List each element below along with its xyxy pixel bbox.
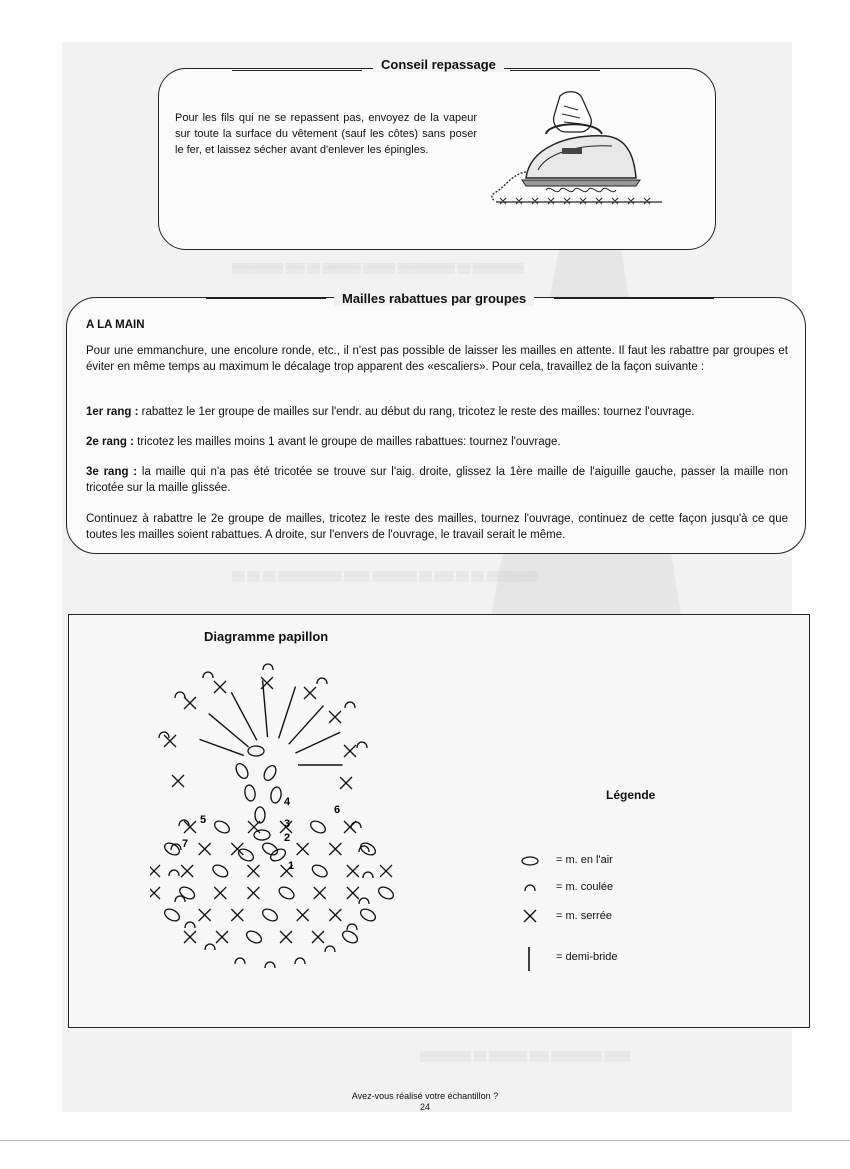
chain-stitch-mark <box>309 819 328 836</box>
bar-half-double-icon <box>514 947 544 973</box>
chain-stitch-mark <box>163 907 182 924</box>
row-number-label: 7 <box>182 838 189 850</box>
row-instruction-2 <box>86 434 788 450</box>
chain-stitch-mark <box>211 863 230 880</box>
slip-stitch-mark <box>357 742 367 748</box>
page-number: 24 <box>419 1102 430 1112</box>
row-label: 1er rang : <box>86 406 139 418</box>
legend-item-chain <box>514 850 734 872</box>
single-crochet-mark <box>347 865 359 877</box>
bleed-through-text: ▒▒ ▒▒ ▒▒ ▒▒▒▒▒▒▒▒▒▒ ▒▒▒▒ ▒▒▒▒▒▒▒ ▒▒ ▒▒▒ ▒▒ ▒▒ ▒▒▒▒▒▒▒▒ <box>232 571 538 581</box>
row-number-label: 3 <box>284 818 291 830</box>
slip-stitch-mark <box>295 958 305 964</box>
title-rule <box>554 298 714 299</box>
title-rule <box>206 298 326 299</box>
half-double-stitch-mark <box>231 692 257 740</box>
slip-stitch-mark <box>175 692 185 698</box>
slip-stitch-mark <box>175 896 185 902</box>
single-crochet-mark <box>247 865 259 877</box>
arc-slip-stitch-icon <box>514 877 544 899</box>
chain-stitch-mark <box>277 885 296 902</box>
legend-title: Légende <box>606 788 656 802</box>
page-bottom-edge <box>0 1140 850 1141</box>
slip-stitch-mark <box>263 664 273 670</box>
single-crochet-mark <box>199 909 211 921</box>
slip-stitch-mark <box>169 870 179 876</box>
butterfly-crochet-diagram <box>150 655 410 1005</box>
title-rule <box>232 70 362 71</box>
chain-stitch-mark <box>244 784 257 801</box>
single-crochet-mark <box>247 887 259 899</box>
diagram-title: Diagramme papillon <box>204 629 329 644</box>
single-crochet-mark <box>304 687 316 699</box>
half-double-stitch-mark <box>263 680 268 737</box>
chain-stitch-mark <box>237 847 256 864</box>
conseil-title: Conseil repassage <box>373 57 504 72</box>
slip-stitch-mark <box>235 958 245 964</box>
row-instruction-3 <box>86 464 788 496</box>
single-crochet-mark <box>214 681 226 693</box>
single-crochet-mark <box>214 887 226 899</box>
half-double-stitch-mark <box>200 739 244 755</box>
chain-stitch-mark <box>248 746 264 756</box>
slip-stitch-mark <box>185 922 195 928</box>
row-number-label: 2 <box>284 832 291 844</box>
chain-stitch-mark <box>261 841 280 858</box>
single-crochet-mark <box>231 909 243 921</box>
single-crochet-mark <box>150 865 160 877</box>
single-crochet-mark <box>314 887 326 899</box>
single-crochet-mark <box>347 887 359 899</box>
legend-label: = m. coulée <box>556 881 614 893</box>
row-number-label: 6 <box>334 804 341 816</box>
row-number-label: 5 <box>200 814 207 826</box>
single-crochet-mark <box>297 909 309 921</box>
mailles-subtitle: A LA MAIN <box>86 319 145 331</box>
chain-stitch-mark <box>262 764 279 783</box>
chain-stitch-mark <box>310 863 329 880</box>
half-double-stitch-mark <box>209 714 249 747</box>
single-crochet-mark <box>172 775 184 787</box>
bleed-through-text: ▒▒▒▒▒▒▒▒ ▒▒▒ ▒▒ ▒▒▒▒▒▒ ▒▒▒▒▒ ▒▒▒▒▒▒▒▒▒ ▒▒ ▒▒▒▒▒▒▒▒ <box>232 263 524 273</box>
single-crochet-mark <box>248 821 260 833</box>
single-crochet-mark <box>312 931 324 943</box>
slip-stitch-mark <box>363 872 373 878</box>
single-crochet-mark <box>184 821 196 833</box>
slip-stitch-mark <box>317 678 327 684</box>
slip-stitch-mark <box>205 944 215 950</box>
single-crochet-mark <box>380 865 392 877</box>
chain-stitch-mark <box>163 841 182 858</box>
chain-stitch-mark <box>254 830 270 840</box>
chain-stitch-mark <box>255 807 265 823</box>
legend-item-half-double <box>514 947 734 969</box>
single-crochet-mark <box>329 711 341 723</box>
single-crochet-mark <box>150 887 160 899</box>
chain-stitch-mark <box>245 929 264 946</box>
chain-stitch-mark <box>234 762 251 781</box>
legend-item-slip-stitch <box>514 877 734 899</box>
row-text: tricotez les mailles moins 1 avant le groupe de mailles rabattues: tournez l'ouvrage. <box>137 436 561 448</box>
single-crochet-mark <box>280 931 292 943</box>
legend-item-single-crochet <box>514 906 734 928</box>
single-crochet-mark <box>297 843 309 855</box>
slip-stitch-mark <box>347 924 357 930</box>
single-crochet-mark <box>344 745 356 757</box>
footer-question: Avez-vous réalisé votre échantillon ? <box>351 1091 499 1101</box>
chain-stitch-mark <box>359 907 378 924</box>
chain-stitch-mark <box>261 907 280 924</box>
half-double-stitch-mark <box>295 732 340 753</box>
chain-stitch-mark <box>270 786 283 803</box>
single-crochet-mark <box>181 865 193 877</box>
single-crochet-mark <box>184 697 196 709</box>
single-crochet-mark <box>329 909 341 921</box>
title-rule <box>510 70 600 71</box>
row-instruction-1 <box>86 404 788 420</box>
chain-stitch-mark <box>178 885 197 902</box>
slip-stitch-mark <box>345 702 355 708</box>
mailles-intro: Pour une emmanchure, une encolure ronde, etc., il n'est pas possible de laisser les mailles en attente. Il faut les rabattre par groupes et éviter en même temps au maximum le décalage trop apparent des «escaliers». Pour cela, travaillez de la façon suivante : <box>86 345 788 373</box>
cross-single-crochet-icon <box>514 906 544 928</box>
chain-stitch-mark <box>341 929 360 946</box>
legend-label: = m. en l'air <box>556 854 613 866</box>
single-crochet-mark <box>164 735 176 747</box>
row-label: 2e rang : <box>86 436 134 448</box>
legend-label: = m. serrée <box>556 910 612 922</box>
single-crochet-mark <box>329 843 341 855</box>
slip-stitch-mark <box>265 962 275 968</box>
row-label: 3e rang : <box>86 466 138 478</box>
oval-chain-icon <box>514 850 544 872</box>
single-crochet-mark <box>340 777 352 789</box>
mailles-title: Mailles rabattues par groupes <box>334 291 534 306</box>
single-crochet-mark <box>199 843 211 855</box>
single-crochet-mark <box>216 931 228 943</box>
chain-stitch-mark <box>213 819 232 836</box>
slip-stitch-mark <box>359 898 369 904</box>
chain-stitch-mark <box>377 885 396 902</box>
half-double-stitch-mark <box>279 687 296 739</box>
bleed-through-text: ▒▒▒▒▒▒▒▒ ▒▒ ▒▒▒▒▒▒ ▒▒▒ ▒▒▒▒▒▒▒▒ ▒▒▒▒ <box>420 1051 631 1061</box>
conseil-text: Pour les fils qui ne se repassent pas, envoyez de la vapeur sur toute la surface du vêtement (sauf les côtes) sans poser le fer, et laissez sécher avant d'enlever les épingles. <box>175 112 477 156</box>
single-crochet-mark <box>184 931 196 943</box>
slip-stitch-mark <box>325 946 335 952</box>
row-text: la maille qui n'a pas été tricotée se trouve sur l'aig. droite, glissez la 1ère maille de l'aiguille gauche, passer la maille non tricotée sur la maille glissée. <box>86 466 788 494</box>
legend-label: = demi-bride <box>556 951 618 963</box>
slip-stitch-mark <box>203 672 213 678</box>
iron-illustration-icon <box>486 88 672 208</box>
row-number-label: 4 <box>284 796 291 808</box>
mailles-conclusion: Continuez à rabattre le 2e groupe de mailles, tricotez le reste des mailles, tournez l'ouvrage, continuez de cette façon jusqu'à ce que toutes les mailles soient rabattues. A droite, sur l'envers de l'ouvrage, le travail serait le même. <box>86 513 788 541</box>
half-double-stitch-mark <box>289 706 324 745</box>
row-number-label: 1 <box>288 860 295 872</box>
row-text: rabattez le 1er groupe de mailles sur l'endr. au début du rang, tricotez le reste des mailles: tournez l'ouvrage. <box>141 406 695 418</box>
